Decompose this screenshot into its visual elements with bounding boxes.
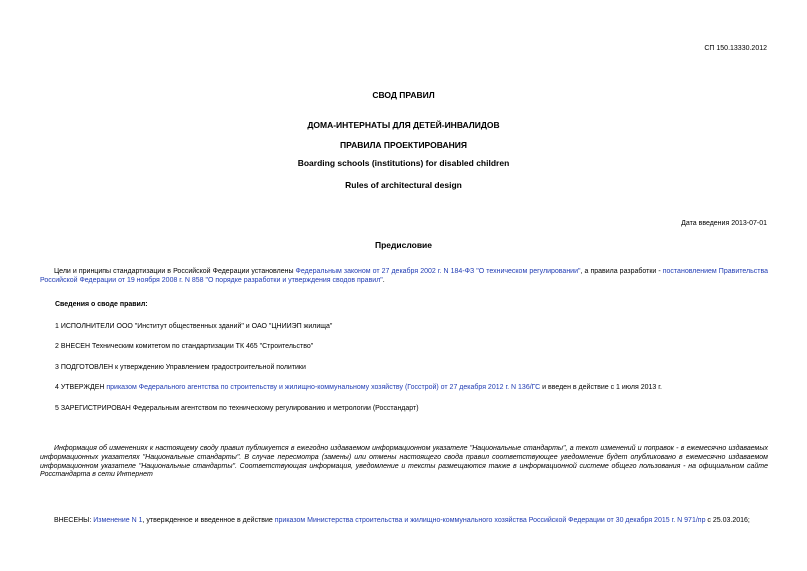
- info-item-registered: 5 ЗАРЕГИСТРИРОВАН Федеральным агентством по техническому регулированию и метрологии (Росстандарт): [55, 405, 419, 412]
- approved-prefix: 4 УТВЕРЖДЕН: [55, 384, 107, 391]
- federal-law-link[interactable]: Федеральным законом от 27 декабря 2002 г. N 184-ФЗ "О техническом регулировании": [295, 268, 581, 275]
- info-heading: Сведения о своде правил:: [55, 301, 148, 308]
- paragraph-1-text-a: Цели и принципы стандартизации в Российской Федерации установлены: [54, 268, 296, 275]
- amendments-text-a: , утвержденное и введенное в действие: [142, 517, 275, 524]
- paragraph-1-text-c: .: [382, 276, 385, 284]
- amendments-paragraph: [40, 517, 768, 526]
- preface-heading: Предисловие: [374, 240, 433, 250]
- title-en-line-2: Rules of architectural design: [345, 180, 462, 190]
- info-item-executors: 1 ИСПОЛНИТЕЛИ ООО "Институт общественных зданий" и ОАО "ЦНИИЭП жилища": [55, 323, 333, 330]
- ministry-order-link[interactable]: приказом Министерства строительства и жилищно-коммунального хозяйства Российской Федерации от 30 декабря 2015 г. N 971/пр: [274, 517, 706, 524]
- amendment-1-link[interactable]: Изменение N 1: [93, 517, 143, 524]
- effective-date: Дата введения 2013-07-01: [681, 220, 767, 227]
- document-code: СП 150.13330.2012: [704, 45, 767, 52]
- preface-paragraph-1: [40, 268, 768, 286]
- approved-suffix: и введен в действие с 1 июля 2013 г.: [540, 384, 662, 391]
- government-decree-link[interactable]: постановлением Правительства Российской Федерации от 19 ноября 2008 г. N 858 "О порядке разработки и утверждения сводов правил": [40, 268, 768, 284]
- changes-info-paragraph: Информация об изменениях к настоящему своду правил публикуется в ежегодно издаваемом информационном указателе "Национальные стандарты", а текст изменений и поправок - в ежемесячно издаваемых информационных указателях "Национальные стандарты". В случае пересмотра (замены) или отмены настоящего свода правил соответствующее уведомление будет опубликовано в ежемесячно издаваемом информационном указателе "Национальные стандарты". Соответствующая информация, уведомление и тексты размещаются также в информационной системе общего пользования - на официальном сайте Росстандарта в сети Интернет: [40, 445, 768, 479]
- info-item-approved: [55, 384, 768, 393]
- amendments-prefix: ВНЕСЕНЫ:: [54, 517, 94, 524]
- info-item-prepared: 3 ПОДГОТОВЛЕН к утверждению Управлением градостроительной политики: [55, 364, 306, 371]
- title-ru-line-2: ПРАВИЛА ПРОЕКТИРОВАНИЯ: [340, 140, 467, 150]
- amendments-text-b: с 25.03.2016;: [705, 517, 750, 524]
- paragraph-1-text-b: , а правила разработки -: [580, 268, 663, 275]
- title-en-line-1: Boarding schools (institutions) for disabled children: [297, 158, 510, 168]
- info-item-introduced: 2 ВНЕСЕН Техническим комитетом по стандартизации ТК 465 "Строительство": [55, 343, 314, 350]
- document-type-title: СВОД ПРАВИЛ: [372, 90, 435, 100]
- gosstroy-order-link[interactable]: приказом Федерального агентства по строительству и жилищно-коммунальному хозяйству (Госстрой) от 27 декабря 2012 г. N 136/ГС: [106, 384, 541, 391]
- title-ru-line-1: ДОМА-ИНТЕРНАТЫ ДЛЯ ДЕТЕЙ-ИНВАЛИДОВ: [307, 120, 500, 130]
